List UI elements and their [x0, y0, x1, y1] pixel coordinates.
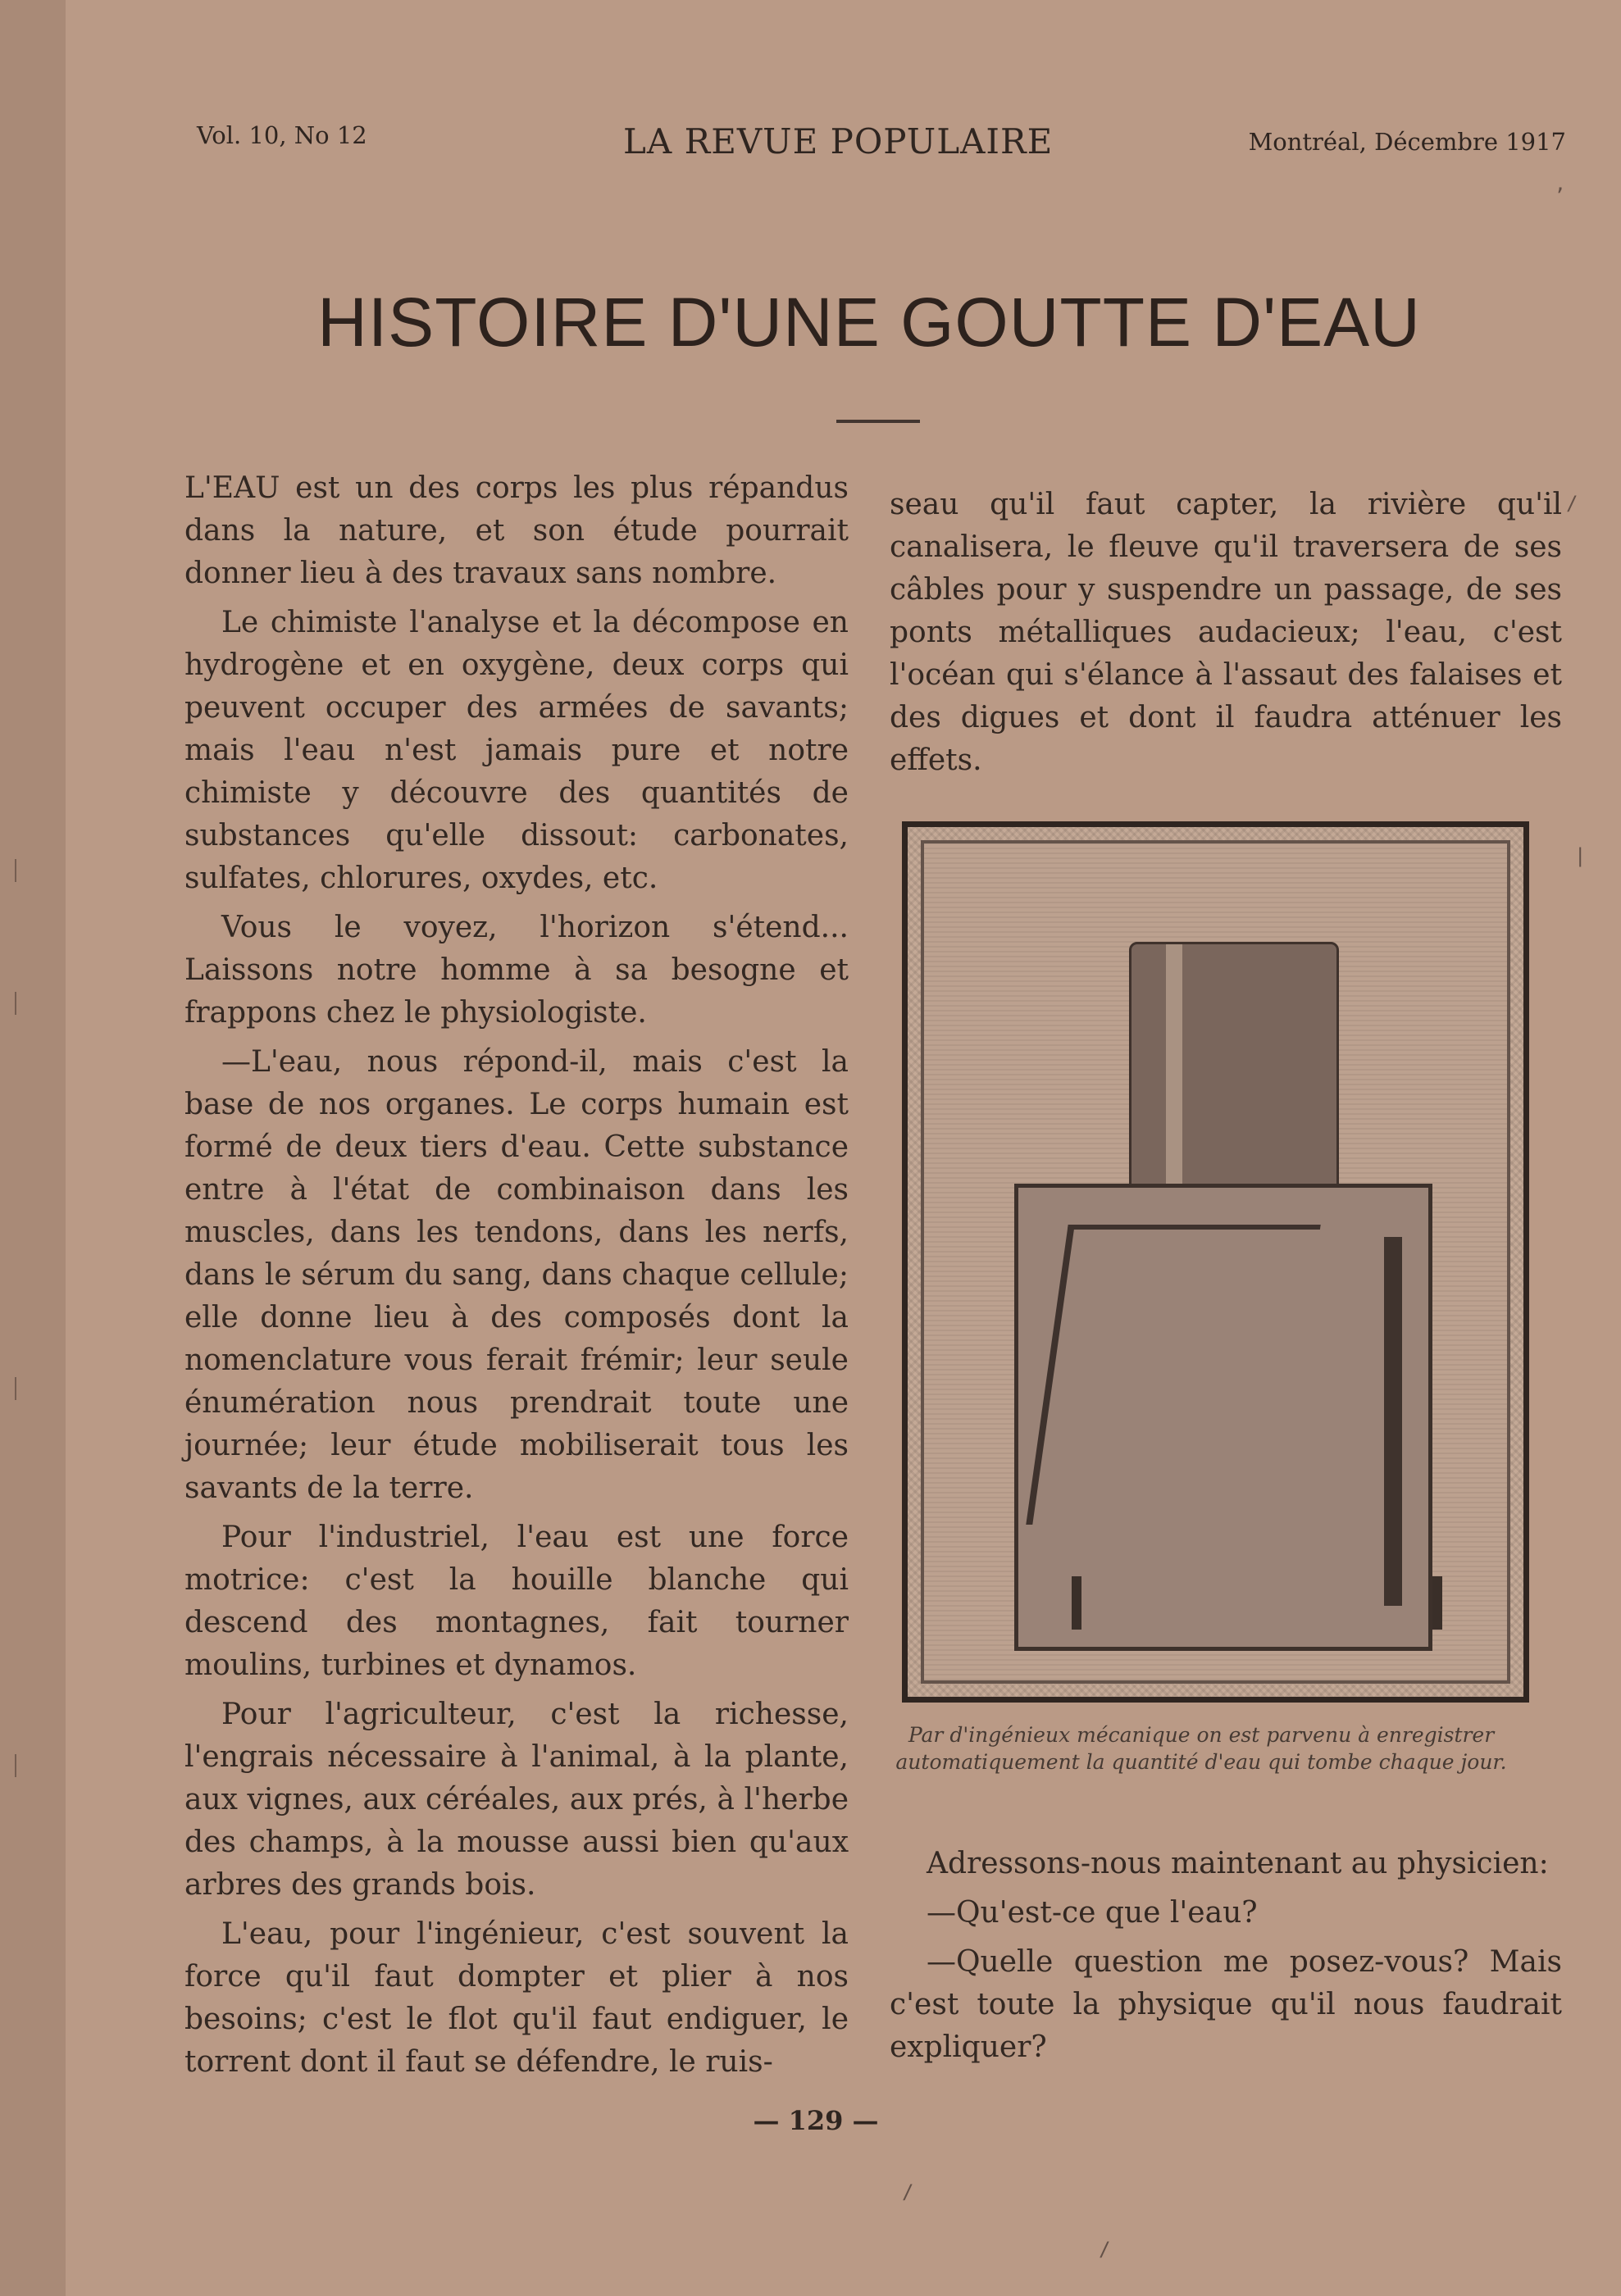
photo-caption: Par d'ingénieux mécanique on est parvenu à enregistrer automatiquement la quantité d'eau qui tombe chaque jour.: [895, 1723, 1507, 1774]
physicist-question-paragraph: Adressons-nous maintenant au physicien:: [927, 1847, 1549, 1880]
edge-mark: [15, 1377, 25, 1400]
opening-text: est un des corps les plus répandus dans la nature, et son étude pourrait donner lieu à des travaux sans nombre.: [184, 471, 849, 590]
publication-title: LA REVUE POPULAIRE: [623, 121, 1054, 161]
photo-frame: [902, 821, 1529, 1703]
title-divider: [836, 420, 920, 423]
machine-cylinder: [1129, 942, 1339, 1193]
paper-mark: /: [902, 2180, 914, 2203]
right-column-top: [890, 484, 1562, 789]
paper-mark: /: [1099, 2238, 1111, 2261]
edge-mark: [15, 859, 25, 882]
machine-leg-right: [1432, 1576, 1442, 1630]
magazine-page: [66, 0, 1621, 2296]
right-column-bottom: [890, 1843, 1562, 2075]
dialogue-answer: —Quelle question me posez-vous? Mais c'est toute la physique qu'il nous faudrait expliquer?: [890, 1945, 1562, 2064]
paper-mark: /: [1566, 492, 1578, 515]
opening-paragraph: [184, 467, 849, 595]
physiology-paragraph: —L'eau, nous répond-il, mais c'est la base de nos organes. Le corps humain est formé de deux tiers d'eau. Cette substance entre à l'état de combinaison dans les muscles, dans les tendons, dans les nerfs, dans le sérum du sang, dans chaque cellule; elle donne lieu à des composés dont la nomenclature vous ferait frémir; leur seule énumération nous prendrait toute une journée; leur étude mobiliserait tous les savants de la terre.: [184, 1045, 849, 1505]
engineering-paragraph: L'eau, pour l'ingénieur, c'est souvent la force qu'il faut dompter et plier à nos besoins; c'est le flot qu'il faut endiguer, le torrent dont il faut se défendre, le ruis-: [184, 1917, 849, 2079]
edge-mark: [15, 992, 25, 1015]
engineering-continuation: seau qu'il faut capter, la rivière qu'il canalisera, le fleuve qu'il traversera de ses câbles pour y suspendre un passage, de ses ponts métalliques audacieux; l'eau, c'est l'océan qui s'élance à l'assaut des falaises et des digues et dont il faudra atténuer les effets.: [890, 488, 1562, 777]
dialogue-question: —Qu'est-ce que l'eau?: [927, 1896, 1258, 1930]
industry-paragraph: Pour l'industriel, l'eau est une force motrice: c'est la houille blanche qui descend des montagnes, fait tourner moulins, turbines et dynamos.: [184, 1521, 849, 1682]
photo-image: [921, 840, 1510, 1684]
physiology-intro-paragraph: Vous le voyez, l'horizon s'étend... Laissons notre homme à sa besogne et frappons chez le physiologiste.: [184, 911, 849, 1030]
edge-mark: [15, 1754, 25, 1777]
page-header: [197, 121, 1566, 170]
paper-mark: |: [1574, 844, 1587, 867]
left-column: [184, 467, 849, 2090]
paper-mark: ’: [1554, 184, 1566, 207]
volume-number: Vol. 10, No 12: [197, 121, 367, 149]
opening-lead: L'EAU: [184, 471, 280, 505]
page-number: — 129 —: [753, 2105, 879, 2136]
binding-edge: [0, 0, 69, 2296]
publication-date: Montréal, Décembre 1917: [1248, 128, 1566, 156]
chemistry-paragraph: Le chimiste l'analyse et la décompose en hydrogène et en oxygène, deux corps qui peuvent occuper des armées de savants; mais l'eau n'est jamais pure et notre chimiste y découvre des quantités de substances qu'elle dissout: carbonates, sulfates, chlorures, oxydes, etc.: [184, 606, 849, 895]
article-title: HISTOIRE D'UNE GOUTTE D'EAU: [317, 284, 1421, 361]
agriculture-paragraph: Pour l'agriculteur, c'est la richesse, l'engrais nécessaire à l'animal, à la plante, aux vignes, aux céréales, aux prés, à l'herbe des champs, à la mousse aussi bien qu'aux arbres des grands bois.: [184, 1698, 849, 1902]
machine-leg-left: [1072, 1576, 1081, 1630]
